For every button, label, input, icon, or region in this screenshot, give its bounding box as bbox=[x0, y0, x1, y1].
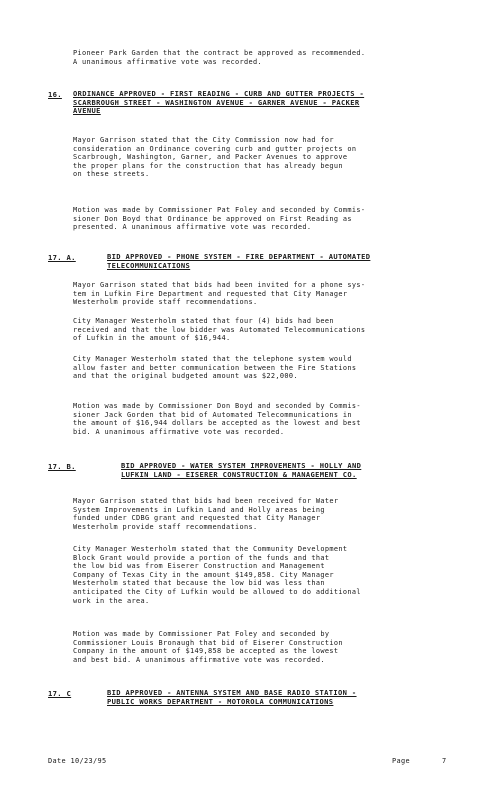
item-17a-paragraph-4: Motion was made by Commissioner Don Boyd and seconded by Commis- sioner Jack Gorden that bid of Automated Telecommunications in the amount of $16,944 dollars be accepted as the lowest and best bid. A unanimous affirmative vote was recorded. bbox=[73, 402, 361, 436]
item-17b-number: 17. B. bbox=[48, 462, 76, 471]
item-17a-number: 17. A. bbox=[48, 253, 76, 262]
item-17b-paragraph-1: Mayor Garrison stated that bids had been received for Water System Improvements in Lufkin Land and Holly areas being funded under CDBG grant and requested that City Manager Westerholm provide staff recommendations. bbox=[73, 497, 339, 531]
item-16-paragraph-1: Mayor Garrison stated that the City Commission now had for consideration an Ordinance covering curb and gutter projects on Scarbrough, Washington, Garner, and Packer Avenues to approve the proper plans for the construction that has already begun on these streets. bbox=[73, 136, 357, 179]
item-17b-paragraph-2: City Manager Westerholm stated that the Community Development Block Grant would provide a portion of the funds and that the low bid was from Eiserer Construction and Management Company of Texas City in the amount $149,858. City Manager Westerholm stated that because the low bid was less than anticipated the City of Lufkin would be allowed to do additional work in the area. bbox=[73, 545, 361, 605]
item-17a-paragraph-3: City Manager Westerholm stated that the telephone system would allow faster and better communication between the Fire Stations and that the original budgeted amount was $22,000. bbox=[73, 355, 357, 381]
item-16-heading: ORDINANCE APPROVED - FIRST READING - CURB AND GUTTER PROJECTS - SCARBROUGH STREET - WASHINGTON AVENUE - GARNER AVENUE - PACKER AVENUE bbox=[73, 89, 365, 116]
item-16-number: 16. bbox=[48, 90, 62, 99]
text-line: Pioneer Park Garden that the contract be approved as recommended. bbox=[73, 49, 366, 57]
footer-page-number: 7 bbox=[442, 757, 447, 765]
item-17a-paragraph-1: Mayor Garrison stated that bids had been invited for a phone sys- tem in Lufkin Fire Department and requested that City Manager Westerholm provide staff recommendations. bbox=[73, 281, 366, 307]
intro-paragraph bbox=[73, 49, 365, 66]
footer-page-label: Page bbox=[392, 757, 410, 765]
item-17a-heading: BID APPROVED - PHONE SYSTEM - FIRE DEPARTMENT - AUTOMATED TELECOMMUNICATIONS bbox=[107, 252, 371, 270]
text-line: A unanimous affirmative vote was recorded. bbox=[73, 57, 262, 66]
footer-date: Date 10/23/95 bbox=[48, 757, 107, 765]
item-17c-heading: BID APPROVED - ANTENNA SYSTEM AND BASE RADIO STATION - PUBLIC WORKS DEPARTMENT - MOTOROLA COMMUNICATIONS bbox=[107, 688, 357, 706]
item-17c-number: 17. C bbox=[48, 689, 72, 698]
item-17b-heading: BID APPROVED - WATER SYSTEM IMPROVEMENTS - HOLLY AND LUFKIN LAND - EISERER CONSTRUCTION & MANAGEMENT CO. bbox=[121, 461, 362, 479]
item-17b-paragraph-3: Motion was made by Commissioner Pat Foley and seconded by Commissioner Louis Bronaugh that bid of Eiserer Construction Company in the amount of $149,858 be accepted as the lowest and best bid. A unanimous affirmative vote was recorded. bbox=[73, 630, 343, 664]
item-17a-paragraph-2: City Manager Westerholm stated that four (4) bids had been received and that the low bidder was Automated Telecommunications of Lufkin in the amount of $16,944. bbox=[73, 317, 366, 343]
item-16-paragraph-2: Motion was made by Commissioner Pat Foley and seconded by Commis- sioner Don Boyd that Ordinance be approved on First Reading as presented. A unanimous affirmative vote was recorded. bbox=[73, 206, 366, 232]
